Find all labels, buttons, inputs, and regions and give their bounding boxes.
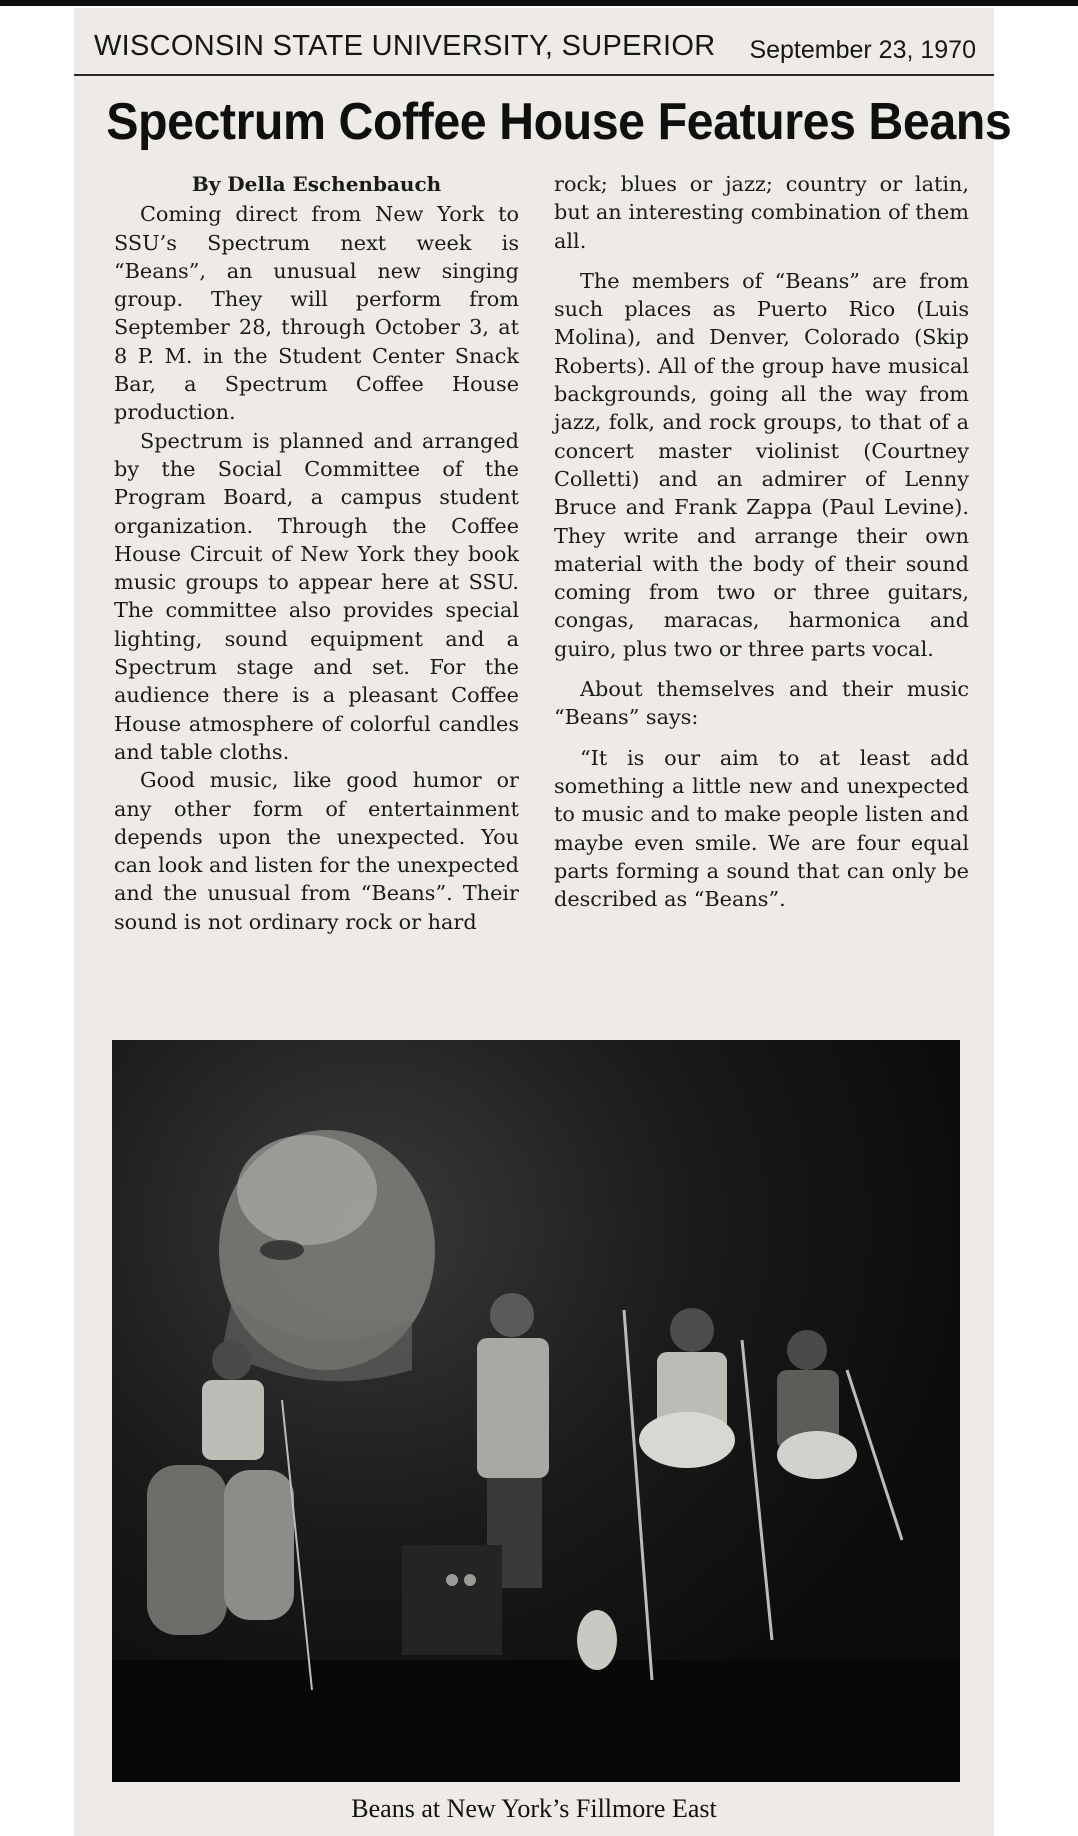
article-column-right <box>554 170 969 913</box>
band-photo-illustration <box>112 1040 960 1782</box>
byline: By Della Eschenbauch <box>191 172 442 196</box>
paragraph: “It is our aim to at least add something a little new and unexpected to music and to make people listen and maybe even smile. We are four equal parts forming a sound that can only be described as “Beans”. <box>554 745 969 912</box>
band-photo <box>112 1040 960 1782</box>
paragraph: The members of “Beans” are from such places as Puerto Rico (Luis Molina), and Denver, Colorado (Skip Roberts). All of the group have musical backgrounds, going all the way from jazz, folk, and rock groups, to that of a concert master violinist (Courtney Colletti) and an admirer of Lenny Bruce and Frank Zappa (Paul Levine). They write and arrange their own material with the body of their sound coming from two or three guitars, congas, maracas, harmonica and guiro, plus two or three parts vocal. <box>554 268 969 661</box>
paper-name: WISCONSIN STATE UNIVERSITY, SUPERIOR <box>94 30 716 62</box>
photo-caption: Beans at New York’s Fillmore East <box>351 1794 717 1823</box>
masthead-rule <box>74 74 994 76</box>
paragraph: Spectrum is planned and arranged by the Social Committee of the Program Board, a campus student organization. Through the Coffee House Circuit of New York they book music groups to appear here at SSU. The committee also provides special lighting, sound equipment and a Spectrum stage and set. For the audience there is a pleasant Coffee House atmosphere of colorful candles and table cloths. <box>114 428 519 764</box>
top-border <box>0 0 1078 6</box>
article-headline: Spectrum Coffee House Features Beans <box>106 93 1012 151</box>
issue-date: September 23, 1970 <box>749 36 976 64</box>
newspaper-clipping <box>74 8 1012 1836</box>
paragraph: Good music, like good humor or any other form of entertainment depends upon the unexpected. You can look and listen for the unexpected and the unusual from “Beans”. Their sound is not ordinary rock or hard <box>114 768 519 934</box>
paragraph: About themselves and their music “Beans” says: <box>554 677 969 730</box>
paragraph: Coming direct from New York to SSU’s Spectrum next week is “Beans”, an unusual new singing group. They will perform from September 28, through October 3, at 8 P. M. in the Student Center Snack Bar, a Spectrum Coffee House production. <box>114 202 519 425</box>
article-column-left <box>114 170 519 936</box>
masthead <box>74 20 994 74</box>
paragraph: rock; blues or jazz; country or latin, but an interesting combination of them all. <box>554 172 969 253</box>
